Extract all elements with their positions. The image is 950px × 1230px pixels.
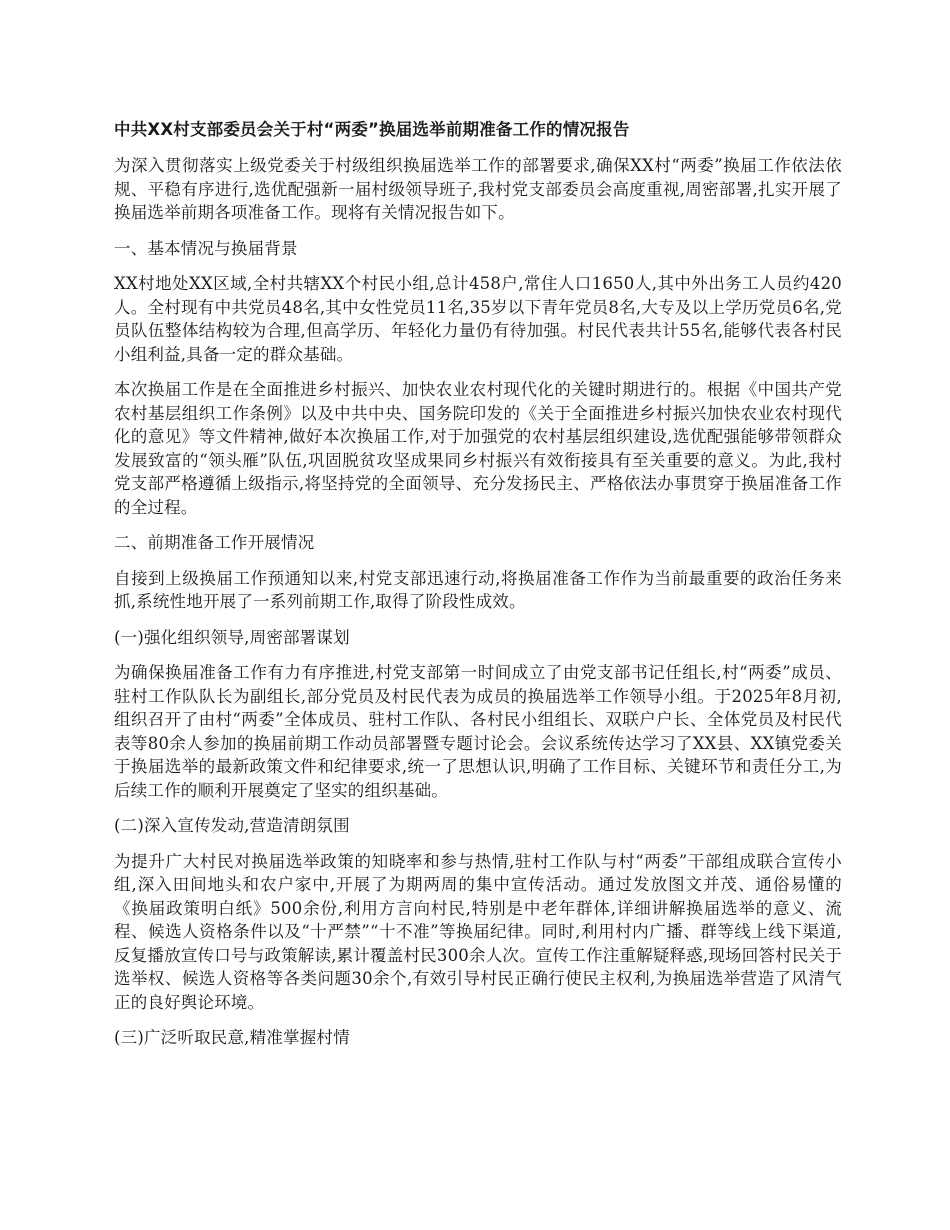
document-title: 中共XX村支部委员会关于村“两委”换届选举前期准备工作的情况报告 [114, 120, 630, 139]
section-1-paragraph-2: 本次换届工作是在全面推进乡村振兴、加快农业农村现代化的关键时期进行的。根据《中国共产党农村基层组织工作条例》以及中共中央、国务院印发的《关于全面推进乡村振兴加快农业农村现代化的意见》等文件精神,做好本次换届工作,对于加强党的农村基层组织建设,选优配强能够带领群众发展致富的“领头雁”队伍,巩固脱贫攻坚成果同乡村振兴有效衔接具有至关重要的意义。为此,我村党支部严格遵循上级指示,将坚持党的全面领导、充分发扬民主、严格依法办事贯穿于换届准备工作的全过程。 [114, 380, 842, 517]
subsection-3-heading: (三)广泛听取民意,精准掌握村情 [114, 1028, 350, 1047]
subsection-2-body: 为提升广大村民对换届选举政策的知晓率和参与热情,驻村工作队与村“两委”干部组成联合宣传小组,深入田间地头和农户家中,开展了为期两周的集中宣传活动。通过发放图文并茂、通俗易懂的《换届政策明白纸》500余份,利用方言向村民,特别是中老年群体,详细讲解换届选举的意义、流程、候选人资格条件以及“十严禁”“十不准”等换届纪律。同时,利用村内广播、群等线上线下渠道,反复播放宣传口号与政策解读,累计覆盖村民300余人次。宣传工作注重解疑释惑,现场回答村民关于选举权、候选人资格等各类问题30余个,有效引导村民正确行使民主权利,为换届选举营造了风清气正的良好舆论环境。 [114, 851, 842, 1012]
section-1-paragraph-1: XX村地处XX区域,全村共辖XX个村民小组,总计458户,常住人口1650人,其中外出务工人员约420人。全村现有中共党员48名,其中女性党员11名,35岁以下青年党员8名,大专及以上学历党员6名,党员队伍整体结构较为合理,但高学历、年轻化力量仍有待加强。村民代表共计55名,能够代表各村民小组利益,具备一定的群众基础。 [114, 274, 842, 364]
section-2-intro: 自接到上级换届工作预通知以来,村党支部迅速行动,将换届准备工作作为当前最重要的政治任务来抓,系统性地开展了一系列前期工作,取得了阶段性成效。 [114, 568, 842, 611]
subsection-2-heading: (二)深入宣传发动,营造清朗氛围 [114, 816, 350, 835]
document-page [114, 118, 842, 1062]
section-2-heading: 二、前期准备工作开展情况 [114, 533, 315, 552]
subsection-1-body: 为确保换届准备工作有力有序推进,村党支部第一时间成立了由党支部书记任组长,村“两委”成员、驻村工作队队长为副组长,部分党员及村民代表为成员的换届选举工作领导小组。于2025年8月初,组织召开了由村“两委”全体成员、驻村工作队、各村民小组组长、双联户户长、全体党员及村民代表等80余人参加的换届前期工作动员部署暨专题讨论会。会议系统传达学习了XX县、XX镇党委关于换届选举的最新政策文件和纪律要求,统一了思想认识,明确了工作目标、关键环节和责任分工,为后续工作的顺利开展奠定了坚实的组织基础。 [114, 663, 842, 800]
section-1-heading: 一、基本情况与换届背景 [114, 238, 298, 258]
intro-paragraph: 为深入贯彻落实上级党委关于村级组织换届选举工作的部署要求,确保XX村“两委”换届工作依法依规、平稳有序进行,选优配强新一届村级领导班子,我村党支部委员会高度重视,周密部署,扎实开展了换届选举前期各项准备工作。现将有关情况报告如下。 [114, 156, 842, 222]
subsection-1-heading: (一)强化组织领导,周密部署谋划 [114, 627, 350, 647]
